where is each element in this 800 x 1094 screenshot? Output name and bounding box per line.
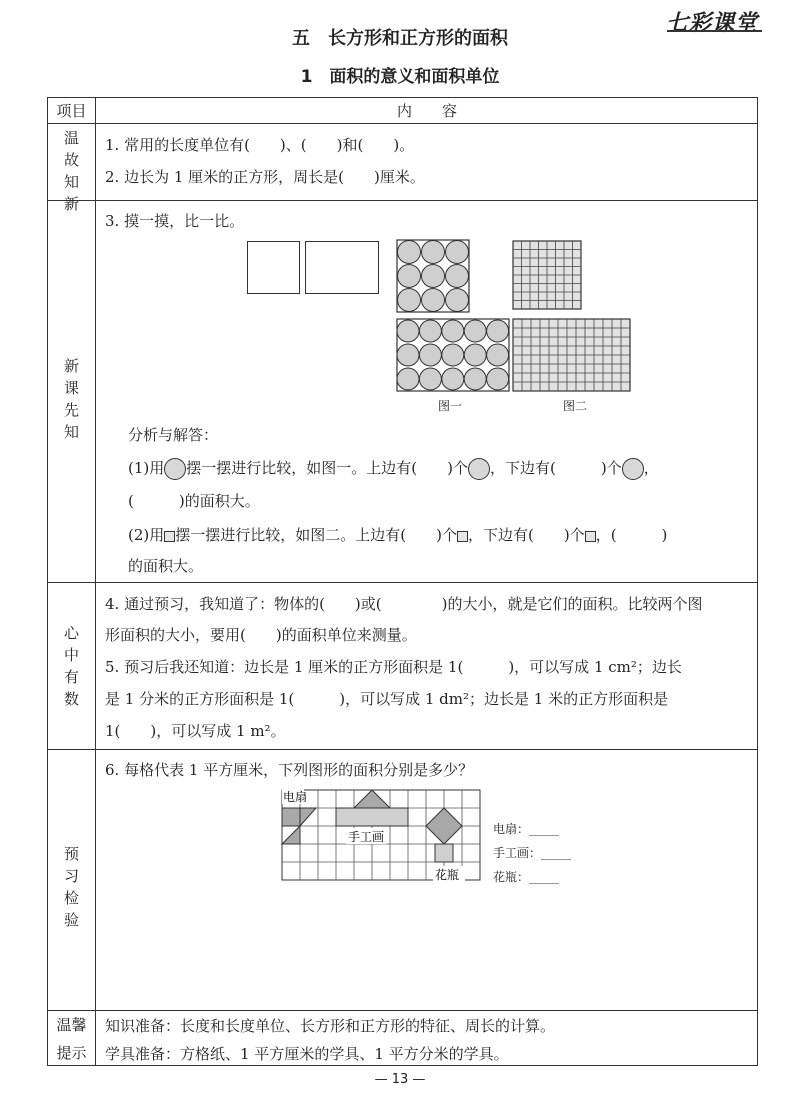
brand-text: 七彩课堂 — [665, 11, 758, 36]
question-4-line2: 形面积的大小，要用( )的面积单位来测量。 — [105, 626, 417, 644]
circle-unit — [422, 289, 445, 312]
answer-craft: 手工画：_____ — [493, 846, 572, 860]
row-divider — [47, 749, 758, 750]
label-char: 提示 — [56, 1044, 87, 1062]
row-divider — [47, 582, 758, 583]
circle-unit — [397, 320, 419, 342]
rectangle-shape — [305, 241, 379, 294]
label-char: 验 — [63, 911, 79, 929]
circle-unit — [422, 265, 445, 288]
label-char: 新 — [63, 195, 79, 213]
analysis-part-1 — [128, 457, 659, 480]
analysis-part-2-line2: 的面积大。 — [128, 557, 204, 575]
figure-1-circles — [395, 238, 511, 394]
circle-unit — [422, 241, 445, 264]
circle-icon — [164, 458, 186, 480]
row-divider — [47, 200, 758, 201]
question-2: 2. 边长为 1 厘米的正方形，周长是( )厘米。 — [105, 168, 425, 186]
column-header-item: 项目 — [56, 102, 87, 120]
label-char: 知 — [63, 173, 79, 191]
circle-unit — [419, 320, 441, 342]
question-1: 1. 常用的长度单位有( )、( )和( )。 — [105, 136, 415, 154]
figure-1-caption: 图一 — [438, 399, 463, 413]
square-icon — [164, 531, 175, 542]
figure-2-caption: 图二 — [563, 399, 588, 413]
label-char: 温 — [63, 129, 79, 147]
circle-unit — [442, 344, 464, 366]
area-grid-figure — [276, 788, 488, 886]
tips-line-2: 学具准备：方格纸、1 平方厘米的学具、1 平方分米的学具。 — [105, 1045, 509, 1063]
circle-unit — [442, 320, 464, 342]
section-label-new-lesson — [48, 355, 95, 443]
label-char: 数 — [63, 690, 79, 708]
figure-2-grids — [510, 238, 635, 394]
label-char: 检 — [63, 889, 79, 907]
fan-label: 电扇 — [283, 790, 308, 804]
label-char: 课 — [63, 379, 79, 397]
label-char: 预 — [63, 845, 79, 863]
vase-shape — [435, 844, 453, 862]
circle-unit — [397, 368, 419, 390]
label-char: 故 — [63, 151, 79, 169]
page-number: — 13 — — [374, 1072, 426, 1087]
question-5-line2: 是 1 分米的正方形面积是 1( )，可以写成 1 dm²；边长是 1 米的正方形面积是 — [105, 690, 669, 708]
small-square-shape — [247, 241, 300, 294]
circle-unit — [446, 289, 469, 312]
question-5-line1: 5. 预习后我还知道：边长是 1 厘米的正方形面积是 1( )，可以写成 1 cm²；边长 — [105, 658, 682, 676]
label-char: 先 — [63, 401, 79, 419]
section-label-mind — [48, 622, 95, 710]
circle-unit — [442, 368, 464, 390]
square-icon — [585, 531, 596, 542]
circle-unit — [398, 265, 421, 288]
text-fragment: ， — [643, 459, 659, 477]
lesson-title: 1 面积的意义和面积单位 — [300, 67, 500, 87]
grid-square — [513, 241, 581, 309]
circle-unit — [487, 368, 509, 390]
label-char: 习 — [63, 867, 79, 885]
craft-shape — [336, 808, 408, 826]
row-divider — [47, 123, 758, 124]
label-char: 有 — [63, 668, 79, 686]
circle-unit — [487, 344, 509, 366]
question-6: 6. 每格代表 1 平方厘米，下列图形的面积分别是多少？ — [105, 761, 474, 779]
analysis-part-1-line2: ( )的面积大。 — [128, 492, 260, 510]
label-char: 心 — [63, 624, 79, 642]
circle-unit — [419, 368, 441, 390]
square-icon — [457, 531, 468, 542]
craft-label: 手工画 — [348, 830, 385, 844]
vase-label: 花瓶 — [435, 868, 460, 882]
circle-unit — [446, 241, 469, 264]
fan-shape — [282, 808, 300, 826]
grid-rectangle — [513, 319, 630, 391]
unit-title: 五 长方形和正方形的面积 — [292, 28, 508, 49]
circle-unit — [397, 344, 419, 366]
circle-unit — [487, 320, 509, 342]
circle-unit — [446, 265, 469, 288]
question-3: 3. 摸一摸，比一比。 — [105, 212, 245, 230]
analysis-part-2 — [128, 524, 667, 546]
column-header-content: 内 容 — [396, 102, 457, 120]
circle-icon — [622, 458, 644, 480]
circles-rectangle — [397, 319, 509, 391]
label-char: 中 — [63, 646, 79, 664]
question-4-line1: 4. 通过预习，我知道了：物体的( )或( )的大小，就是它们的面积。比较两个图 — [105, 595, 703, 613]
circle-icon — [468, 458, 490, 480]
circle-unit — [464, 344, 486, 366]
analysis-title: 分析与解答： — [128, 426, 219, 444]
circle-unit — [398, 289, 421, 312]
text-fragment: ，下边有( )个 — [467, 526, 585, 544]
question-5-line3: 1( )，可以写成 1 m²。 — [105, 722, 286, 740]
circle-unit — [398, 241, 421, 264]
circle-unit — [419, 344, 441, 366]
text-fragment: ，( ) — [595, 526, 668, 544]
label-char: 知 — [63, 423, 79, 441]
label-char: 新 — [63, 357, 79, 375]
tips-line-1: 知识准备：长度和长度单位、长方形和正方形的特征、周长的计算。 — [105, 1017, 556, 1035]
text-fragment: 摆一摆进行比较，如图二。上边有( )个 — [175, 526, 457, 544]
circle-unit — [464, 368, 486, 390]
label-char: 温馨 — [56, 1016, 87, 1034]
row-divider — [47, 1010, 758, 1011]
section-label-review — [48, 127, 95, 215]
text-fragment: (2)用 — [128, 526, 165, 544]
text-fragment: (1)用 — [128, 459, 165, 477]
answer-fan: 电扇：_____ — [493, 822, 560, 836]
circles-square — [397, 240, 469, 312]
text-fragment: 摆一摆进行比较，如图一。上边有( )个 — [186, 459, 468, 477]
circle-unit — [464, 320, 486, 342]
answer-vase: 花瓶：_____ — [493, 870, 560, 884]
text-fragment: ，下边有( )个 — [489, 459, 622, 477]
section-label-check — [48, 843, 95, 931]
section-label-tips — [48, 1014, 95, 1064]
